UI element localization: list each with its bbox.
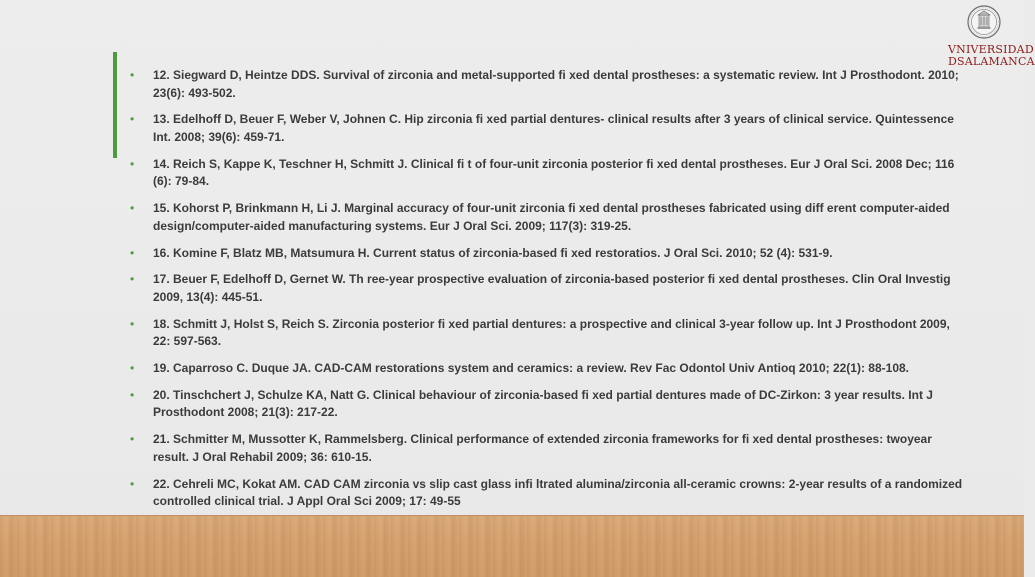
bullet-icon: • xyxy=(130,476,135,491)
bullet-icon: • xyxy=(130,112,135,127)
reference-text: 13. Edelhoff D, Beuer F, Weber V, Johnen C. Hip zirconia fi xed partial dentures- clinical results after 3 years of clinical service. Quintessence Int. 2008; 39(6): 459-71. xyxy=(153,112,954,144)
bullet-icon: • xyxy=(130,361,135,376)
bullet-icon: • xyxy=(130,272,135,287)
reference-text: 12. Siegward D, Heintze DDS. Survival of zirconia and metal-supported fi xed dental prostheses: a systematic review. Int J Prosthodont. 2010; 23(6): 493-502. xyxy=(153,68,959,100)
university-name-line1: VNIVERSIDAD xyxy=(948,43,1034,56)
bullet-icon: • xyxy=(130,156,135,171)
bullet-icon: • xyxy=(130,316,135,331)
wood-floor-background xyxy=(0,515,1024,577)
list-item xyxy=(130,271,970,306)
university-seal-icon xyxy=(967,5,1001,39)
list-item xyxy=(130,431,970,466)
reference-text: 21. Schmitter M, Mussotter K, Rammelsberg. Clinical performance of extended zirconia frameworks for fi xed dental prostheses: twoyear result. J Oral Rehabil 2009; 36: 610-15. xyxy=(153,432,932,464)
reference-text: 22. Cehreli MC, Kokat AM. CAD CAM zirconia vs slip cast glass infi ltrated alumina/zirconia all-ceramic crowns: 2-year results of a randomized controlled clinical trial. J Appl Oral Sci 2009; 17: 49-55 xyxy=(153,476,963,509)
reference-text: 15. Kohorst P, Brinkmann H, Li J. Marginal accuracy of four-unit zirconia fi xed dental prostheses fabricated using diff erent computer-aided design/computer-aided manufacturing systems. Eur J Oral Sci. 2009; 117(3): 319-25. xyxy=(153,201,950,233)
list-item xyxy=(130,200,970,235)
list-item xyxy=(130,476,970,511)
university-logo xyxy=(946,5,1035,75)
list-item xyxy=(130,67,970,102)
list-item xyxy=(130,245,970,263)
reference-text: 19. Caparroso C. Duque JA. CAD-CAM restorations system and ceramics: a review. Rev Fac Odontol Univ Antioq 2010; 22(1): 88-108. xyxy=(153,361,909,376)
list-item xyxy=(130,111,970,146)
list-item xyxy=(130,360,970,378)
list-item xyxy=(130,316,970,351)
bullet-icon: • xyxy=(130,68,135,82)
reference-text: 18. Schmitt J, Holst S, Reich S. Zirconia posterior fi xed partial dentures: a prospective and clinical 3-year follow up. Int J Prosthodont 2009, 22: 597-563. xyxy=(153,316,950,349)
reference-text: 14. Reich S, Kappe K, Teschner H, Schmitt J. Clinical fi t of four-unit zirconia posterior fi xed dental prostheses. Eur J Oral Sci. 2008 Dec; 116 (6): 79-84. xyxy=(153,156,955,189)
bullet-icon: • xyxy=(130,387,135,402)
list-item xyxy=(130,387,970,422)
bullet-icon: • xyxy=(130,201,135,216)
reference-text: 16. Komine F, Blatz MB, Matsumura H. Current status of zirconia-based fi xed restoratios. J Oral Sci. 2010; 52 (4): 531-9. xyxy=(153,245,833,260)
university-name-line2: DSALAMANCA xyxy=(948,55,1035,68)
reference-text: 17. Beuer F, Edelhoff D, Gernet W. Th ree-year prospective evaluation of zirconia-based posterior fi xed dental prostheses. Clin Oral Investig 2009, 13(4): 445-51. xyxy=(153,272,951,304)
bullet-icon: • xyxy=(130,245,135,260)
accent-bar xyxy=(113,52,117,158)
bullet-icon: • xyxy=(130,432,135,447)
university-name xyxy=(948,43,1035,68)
reference-text: 20. Tinschchert J, Schulze KA, Natt G. Clinical behaviour of zirconia-based fi xed partial dentures made of DC-Zirkon: 3 year results. Int J Prosthodont 2008; 21(3): 217-22. xyxy=(153,387,933,420)
reference-list xyxy=(130,67,970,520)
list-item xyxy=(130,156,970,191)
